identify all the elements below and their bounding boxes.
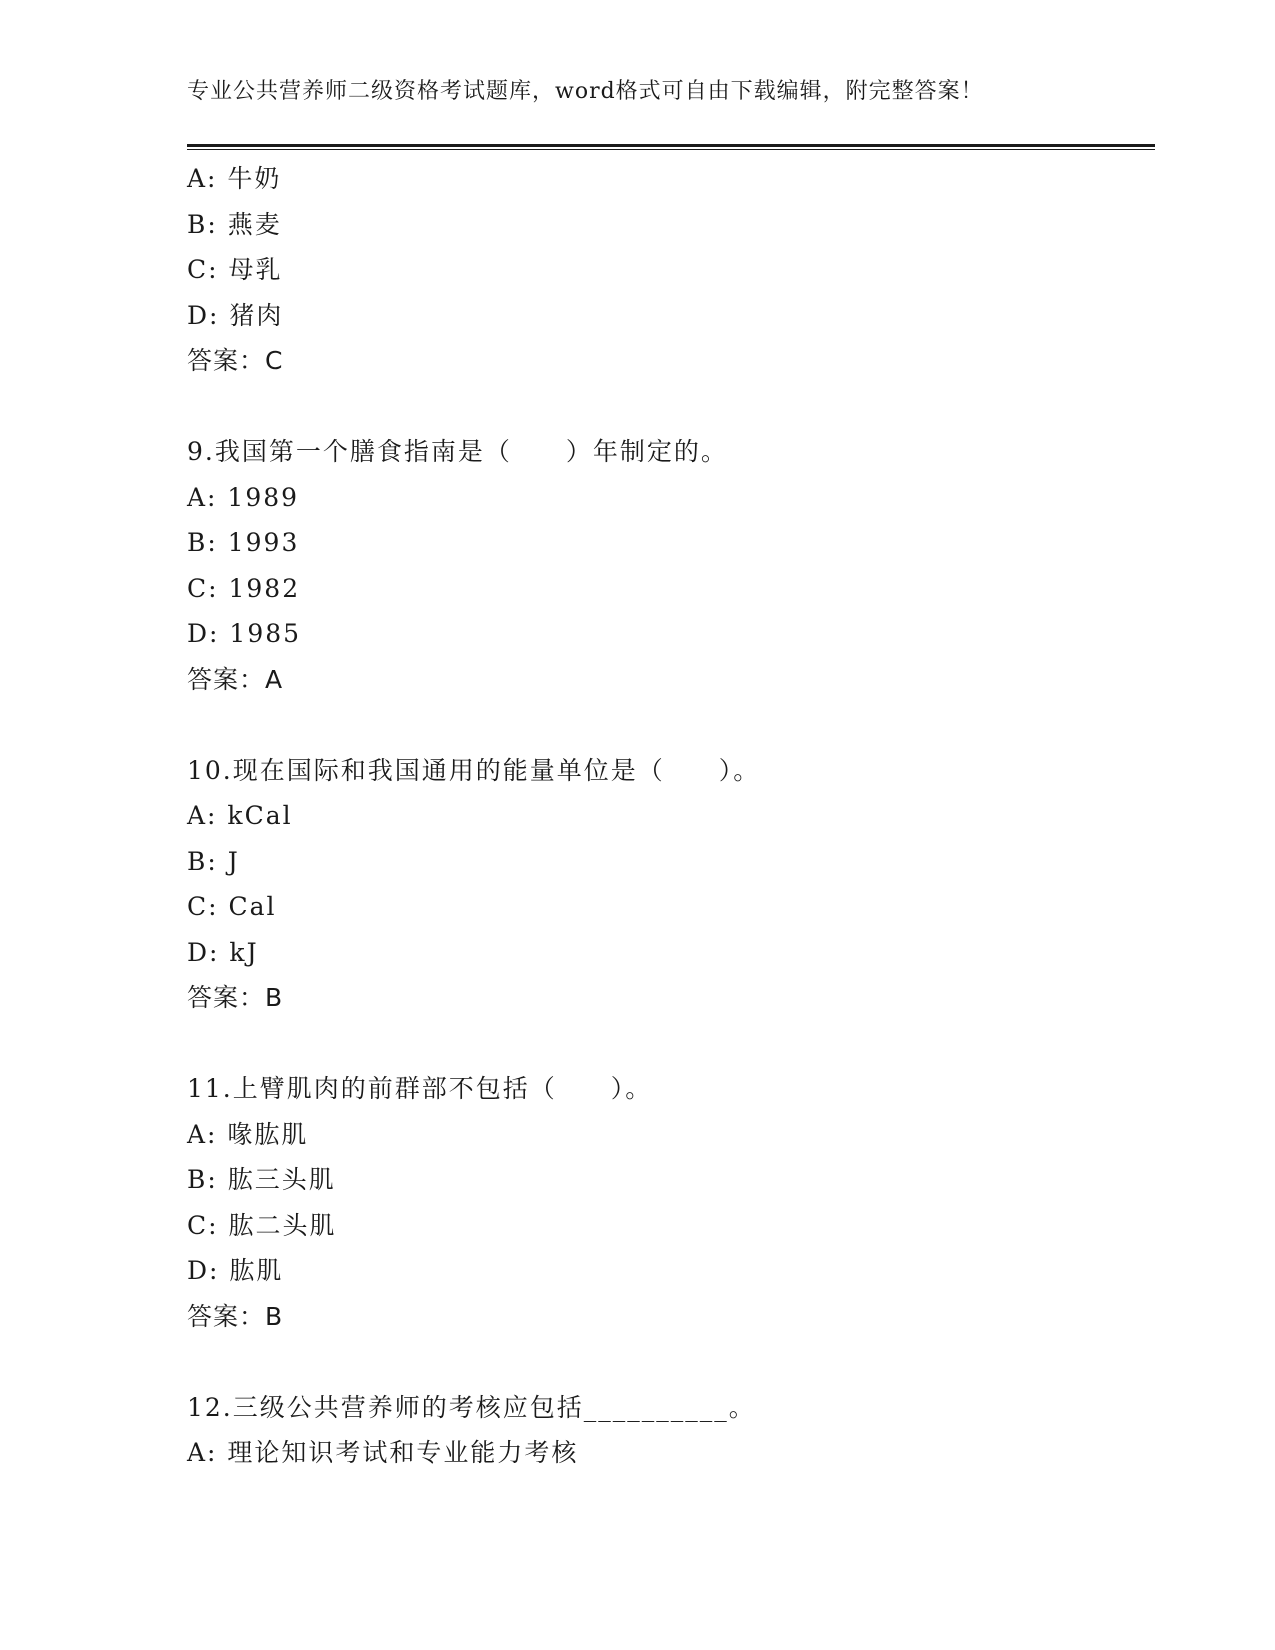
option-b: B: J — [187, 846, 240, 876]
question-block — [187, 748, 1155, 1021]
option-b: B: 1993 — [187, 528, 300, 557]
question-text: 12.三级公共营养师的考核应包括__________。 — [187, 1392, 756, 1422]
option-a: A: 理论知识考试和专业能力考核 — [187, 1438, 579, 1467]
option-c: C: 母乳 — [187, 255, 283, 284]
answer: 答案：B — [187, 1301, 284, 1331]
question-text: 10.现在国际和我国通用的能量单位是（ ）。 — [187, 755, 761, 785]
option-a: A: kCal — [187, 801, 293, 830]
header-divider — [187, 144, 1155, 150]
page-header: 专业公共营养师二级资格考试题库，word格式可自由下载编辑，附完整答案！ — [187, 79, 984, 104]
option-c: C: 1982 — [187, 573, 301, 603]
spacer — [187, 1339, 1155, 1385]
option-b: B: 肱三头肌 — [187, 1165, 336, 1194]
option-d: D: 1985 — [187, 619, 302, 648]
spacer — [187, 384, 1155, 430]
spacer — [187, 702, 1155, 748]
question-block — [187, 1385, 1155, 1476]
question-text: 11.上臂肌肉的前群部不包括（ ）。 — [187, 1074, 653, 1103]
option-d: D: 肱肌 — [187, 1256, 284, 1285]
answer: 答案：B — [187, 983, 284, 1012]
question-block — [187, 1066, 1155, 1339]
option-c: C: 肱二头肌 — [187, 1210, 337, 1240]
spacer — [187, 1021, 1155, 1067]
question-list — [187, 156, 1155, 1476]
answer: 答案：C — [187, 346, 284, 375]
option-a: A: 牛奶 — [187, 164, 282, 193]
option-a: A: 喙肱肌 — [187, 1119, 309, 1149]
option-d: D: 猪肉 — [187, 300, 284, 330]
question-block — [187, 429, 1155, 702]
option-b: B: 燕麦 — [187, 209, 282, 239]
option-a: A: 1989 — [187, 482, 300, 512]
question-block — [187, 156, 1155, 384]
answer: 答案：A — [187, 664, 284, 694]
option-d: D: kJ — [187, 937, 259, 967]
option-c: C: Cal — [187, 892, 277, 921]
question-text: 9.我国第一个膳食指南是（ ）年制定的。 — [187, 437, 728, 466]
